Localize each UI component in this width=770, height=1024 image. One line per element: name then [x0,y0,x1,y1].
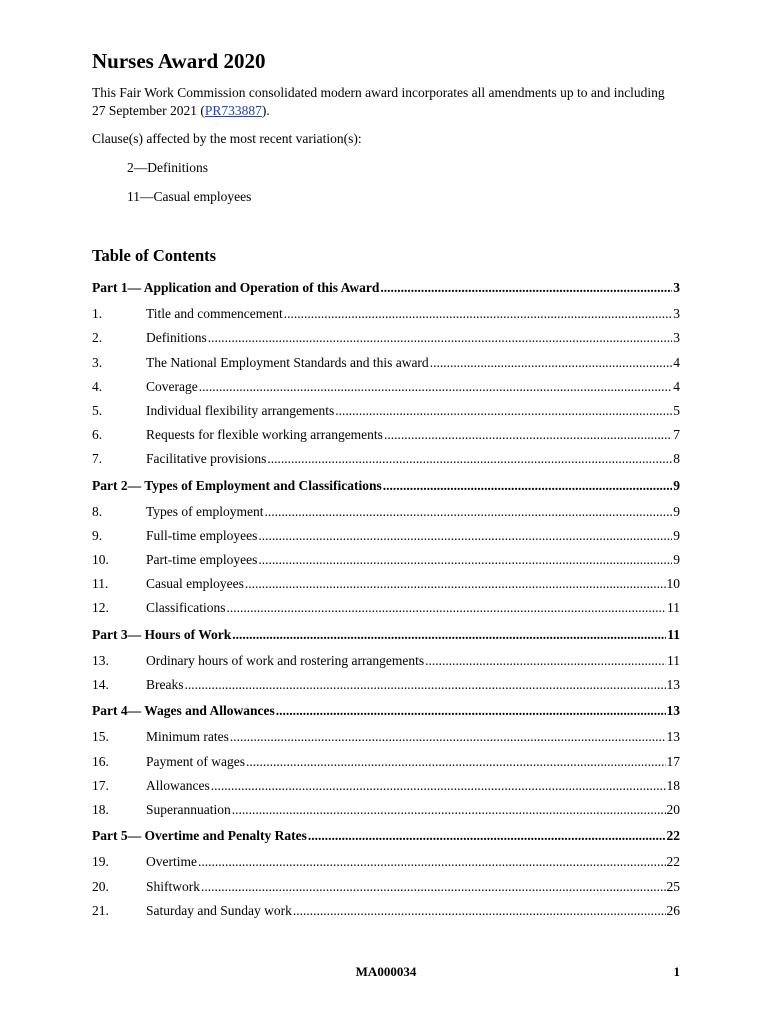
toc-clause-link[interactable] [92,572,680,596]
toc-clause-number: 7. [92,451,103,467]
toc-page-number: 8 [673,451,680,467]
toc-dot-leader [227,596,667,620]
variation-item: 2—Definitions [127,160,208,175]
toc-clause-number: 11. [92,576,109,592]
toc-page-number: 3 [673,280,680,295]
toc-clause-link[interactable] [92,850,680,874]
toc-clause-link[interactable] [92,774,680,798]
toc-page-number: 26 [666,902,680,918]
toc-dot-leader [198,850,666,874]
toc-clause-link[interactable] [92,725,680,749]
toc-clause-link[interactable] [92,326,680,350]
toc-dot-leader [232,798,666,822]
toc-clause-link[interactable] [92,798,680,822]
toc-clause-link[interactable] [92,423,680,447]
toc-clause-number: 4. [92,378,103,394]
toc-page-number: 11 [667,626,680,642]
toc-dot-leader [230,725,666,749]
toc-page-number: 18 [666,777,680,793]
toc-clause-number: 18. [92,801,109,817]
toc-page-number: 9 [673,527,680,543]
toc-page-number: 9 [673,552,680,568]
toc-entry-title: Full-time employees [146,527,258,543]
toc-entry-title: Casual employees [146,576,244,592]
toc-clause-number: 9. [92,527,103,543]
toc-entry-title: Facilitative provisions [146,451,267,467]
toc-clause-number: 20. [92,878,109,894]
toc-clause-number: 6. [92,427,103,443]
toc-page-number: 20 [666,801,680,817]
pr-link[interactable]: PR733887 [204,103,262,118]
toc-entry-title: Classifications [146,600,226,616]
toc-clause-link[interactable] [92,500,680,524]
toc-dot-leader [293,899,666,923]
toc-entry-title: Overtime [146,854,197,870]
table-of-contents [92,274,680,923]
toc-entry-title: Individual flexibility arrangements [146,402,335,418]
toc-entry-title: Types of employment [146,503,264,519]
toc-entry-title: Requests for flexible working arrangements [146,427,383,443]
toc-entry-title: Superannuation [146,801,231,817]
toc-entry-title: Part-time employees [146,552,258,568]
toc-dot-leader [245,572,666,596]
toc-dot-leader [335,399,672,423]
toc-clause-link[interactable] [92,351,680,375]
toc-dot-leader [201,875,666,899]
toc-page-number: 13 [666,703,680,719]
toc-dot-leader [384,423,672,447]
toc-dot-leader [246,750,666,774]
toc-clause-number: 12. [92,600,109,616]
toc-clause-link[interactable] [92,750,680,774]
toc-clause-link[interactable] [92,548,680,572]
toc-clause-link[interactable] [92,875,680,899]
toc-dot-leader [265,500,673,524]
toc-page-number: 13 [666,677,680,692]
toc-page-number: 22 [666,854,680,870]
toc-page-number: 17 [666,753,680,769]
toc-entry-title: Shiftwork [146,878,200,894]
toc-heading: Table of Contents [92,246,217,265]
toc-page-number: 13 [666,729,680,745]
toc-clause-link[interactable] [92,399,680,423]
toc-entry-title: Minimum rates [146,729,229,745]
toc-part-link[interactable] [92,621,680,649]
toc-page-number: 4 [673,354,680,370]
toc-page-number: 10 [666,576,680,592]
toc-clause-number: 21. [92,902,109,918]
toc-page-number: 4 [673,378,680,394]
variation-item: 11—Casual employees [127,189,252,204]
toc-clause-link[interactable] [92,596,680,620]
toc-dot-leader [208,326,673,350]
toc-clause-number: 17. [92,777,109,793]
toc-page-number: 5 [673,402,680,418]
intro-paragraph [92,84,680,120]
toc-dot-leader [211,774,666,798]
toc-clause-link[interactable] [92,673,680,697]
toc-entry-title: Part 1— Application and Operation of this Award [92,280,380,295]
toc-dot-leader [276,697,666,725]
toc-dot-leader [258,548,672,572]
toc-part-link[interactable] [92,822,680,850]
toc-clause-number: 15. [92,729,109,745]
toc-entry-title: Part 2— Types of Employment and Classifications [92,477,382,493]
award-code: MA000034 [355,964,417,979]
toc-clause-number: 14. [92,677,109,692]
toc-entry-title: Breaks [146,677,184,692]
toc-entry-title: Saturday and Sunday work [146,902,292,918]
toc-clause-link[interactable] [92,302,680,326]
toc-clause-link[interactable] [92,447,680,471]
toc-dot-leader [185,673,666,697]
document-title: Nurses Award 2020 [92,49,266,73]
toc-page-number: 11 [667,652,680,668]
toc-page-number: 9 [673,503,680,519]
toc-page-number: 3 [673,306,680,322]
toc-entry-title: Payment of wages [146,753,245,769]
toc-page-number: 25 [666,878,680,894]
toc-entry-title: Part 4— Wages and Allowances [92,703,275,719]
toc-entry-title: Part 3— Hours of Work [92,626,232,642]
affected-clauses-label: Clause(s) affected by the most recent variation(s): [92,131,362,146]
toc-dot-leader [199,375,673,399]
toc-page-number: 7 [673,427,680,443]
toc-dot-leader [425,649,666,673]
toc-part-link[interactable] [92,697,680,725]
toc-clause-number: 5. [92,402,103,418]
toc-entry-title: Title and commencement [146,306,283,322]
toc-clause-number: 19. [92,854,109,870]
page-number: 1 [673,964,680,979]
toc-clause-number: 8. [92,503,103,519]
toc-clause-link[interactable] [92,524,680,548]
toc-entry-title: Allowances [146,777,210,793]
toc-clause-number: 3. [92,354,103,370]
toc-dot-leader [258,524,672,548]
toc-clause-number: 13. [92,652,109,668]
toc-clause-number: 2. [92,330,103,346]
document-page [92,0,680,1024]
toc-page-number: 9 [673,477,680,493]
toc-entry-title: Ordinary hours of work and rostering arrangements [146,652,425,668]
toc-clause-link[interactable] [92,375,680,399]
toc-entry-title: Coverage [146,378,198,394]
toc-dot-leader [308,822,666,850]
toc-page-number: 22 [666,828,680,844]
toc-page-number: 11 [667,600,680,616]
toc-dot-leader [430,351,673,375]
toc-dot-leader [380,274,672,302]
toc-dot-leader [232,621,666,649]
toc-entry-title: Definitions [146,330,207,346]
toc-clause-number: 1. [92,306,103,322]
toc-part-link[interactable] [92,274,680,302]
toc-clause-link[interactable] [92,649,680,673]
toc-dot-leader [267,447,672,471]
toc-dot-leader [284,302,673,326]
toc-clause-number: 10. [92,552,109,568]
toc-page-number: 3 [673,330,680,346]
toc-dot-leader [383,472,672,500]
toc-clause-number: 16. [92,753,109,769]
toc-part-link[interactable] [92,472,680,500]
toc-entry-title: The National Employment Standards and this award [146,354,429,370]
intro-end: ). [261,103,270,118]
toc-clause-link[interactable] [92,899,680,923]
toc-entry-title: Part 5— Overtime and Penalty Rates [92,828,307,844]
intro-text: This Fair Work Commission consolidated modern award incorporates all amendments up to and including 27 September 2021 ( [92,85,665,118]
